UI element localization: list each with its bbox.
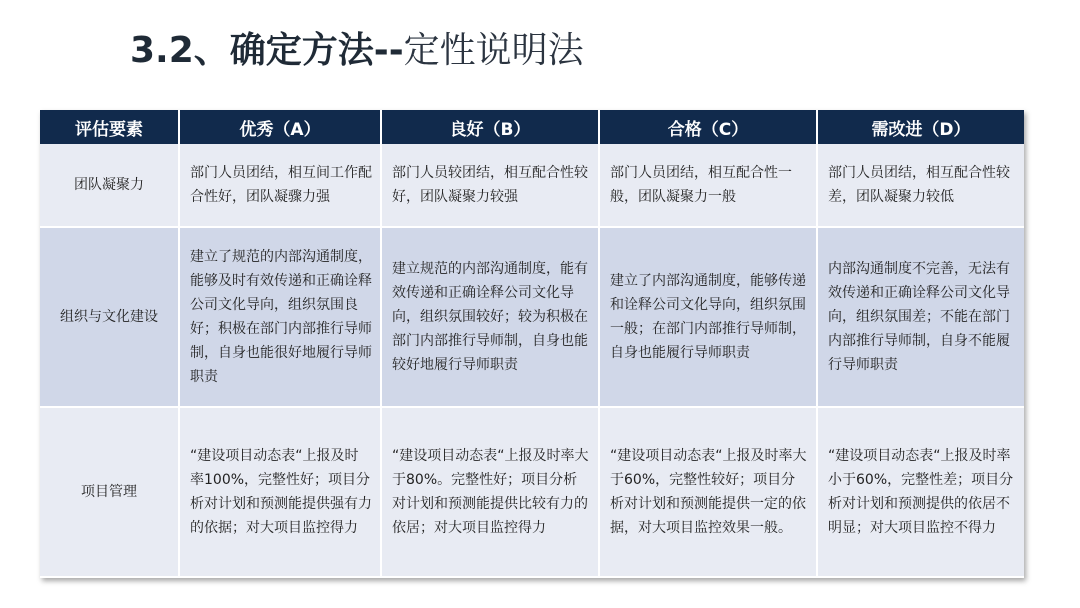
- table-cell: 内部沟通制度不完善，无法有效传递和正确诠释公司文化导向，组织氛围差；不能在部门内部推行导师制，自身不能履行导师职责: [817, 227, 1024, 407]
- table-cell: “建设项目动态表“上报及时率小于60%，完整性差；项目分析对计划和预测提供的依居不明显；对大项目监控不得力: [817, 407, 1024, 577]
- header-good: 良好（B）: [381, 110, 599, 144]
- evaluation-table: [40, 110, 1024, 578]
- header-factor: 评估要素: [40, 110, 179, 144]
- title-number: 3.2、确定方法--: [130, 30, 404, 71]
- table-cell: 部门人员团结，相互间工作配合性好，团队凝骤力强: [179, 144, 381, 227]
- row-label: 项目管理: [40, 407, 179, 577]
- table-cell: 建立了规范的内部沟通制度，能够及时有效传递和正确诠释公司文化导向，组织氛围良好；积极在部门内部推行导师制，自身也能很好地履行导师职责: [179, 227, 381, 407]
- table-cell: “建设项目动态表“上报及时率大于80%。完整性好；项目分析对计划和预测能提供比较有力的依居；对大项目监控得力: [381, 407, 599, 577]
- table-cell: 部门人员较团结，相互配合性较好，团队凝聚力较强: [381, 144, 599, 227]
- table-cell: 部门人员团结，相互配合性一般，团队凝聚力一般: [599, 144, 817, 227]
- table-cell: 建立规范的内部沟通制度，能有效传递和正确诠释公司文化导向，组织氛围较好；较为积极在部门内部推行导师制，自身也能较好地履行导师职责: [381, 227, 599, 407]
- table-row: [40, 407, 1024, 577]
- table-row: [40, 227, 1024, 407]
- row-label: 团队凝聚力: [40, 144, 179, 227]
- header-needs-improvement: 需改进（D）: [817, 110, 1024, 144]
- table-cell: 建立了内部沟通制度，能够传递和诠释公司文化导向，组织氛围一般；在部门内部推行导师制，自身也能履行导师职责: [599, 227, 817, 407]
- table-cell: “建设项目动态表“上报及时率100%，完整性好；项目分析对计划和预测能提供强有力的依据；对大项目监控得力: [179, 407, 381, 577]
- table-row: [40, 144, 1024, 227]
- header-excellent: 优秀（A）: [179, 110, 381, 144]
- row-label: 组织与文化建设: [40, 227, 179, 407]
- header-qualified: 合格（C）: [599, 110, 817, 144]
- table-cell: 部门人员团结，相互配合性较差，团队凝聚力较低: [817, 144, 1024, 227]
- page-title: [130, 22, 584, 73]
- table-cell: “建设项目动态表“上报及时率大于60%，完整性较好；项目分析对计划和预测能提供一定的依据，对大项目监控效果一般。: [599, 407, 817, 577]
- title-text: 定性说明法: [403, 30, 584, 71]
- table-header-row: [40, 110, 1024, 144]
